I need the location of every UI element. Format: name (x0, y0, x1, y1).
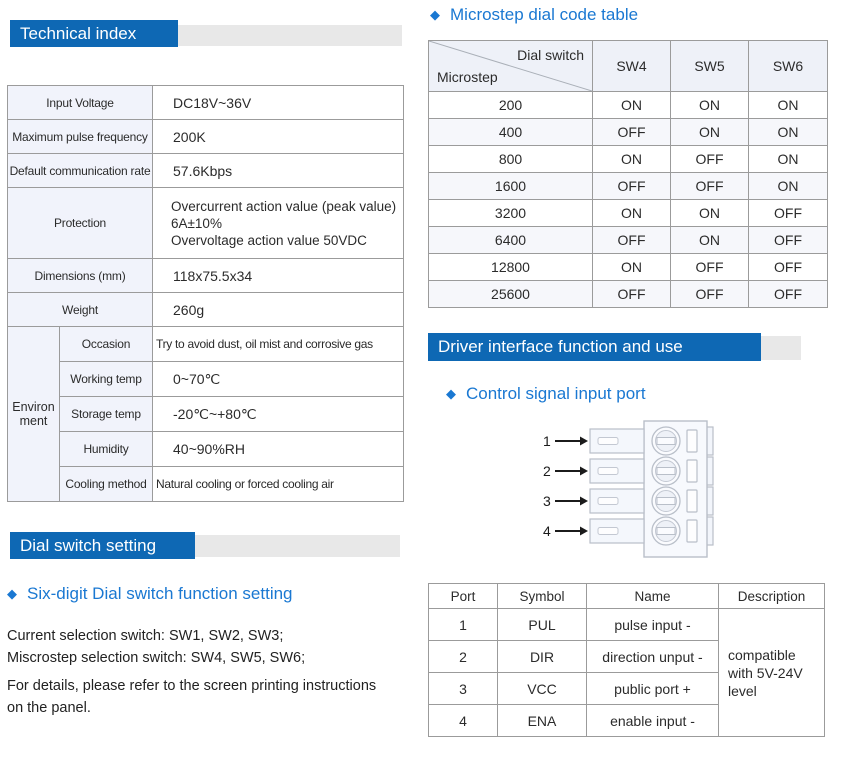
column-header: SW6 (749, 41, 828, 92)
microstep-value: 1600 (429, 173, 593, 200)
table-row (8, 259, 404, 293)
table-row (429, 227, 828, 254)
table-row (8, 432, 404, 467)
column-header: Port (429, 584, 498, 609)
subsection-title-text: Microstep dial code table (450, 5, 639, 24)
spec-label: Dimensions (mm) (8, 259, 153, 293)
microstep-value: 25600 (429, 281, 593, 308)
protection-line: 6A±10% (171, 215, 222, 231)
table-row (8, 362, 404, 397)
table-row (8, 188, 404, 259)
details-note-paragraph (7, 675, 376, 719)
table-row (429, 173, 828, 200)
header-blue-box (10, 532, 195, 559)
column-header: Symbol (498, 584, 587, 609)
table-row (8, 120, 404, 154)
spec-value: -20℃~+80℃ (153, 397, 404, 432)
pin-number: 3 (543, 493, 551, 509)
spec-sublabel: Cooling method (60, 467, 153, 502)
sw6-state: ON (749, 119, 828, 146)
table-row (8, 293, 404, 327)
section-header-driver-interface (428, 333, 801, 361)
spec-value: 40~90%RH (153, 432, 404, 467)
sw4-state: OFF (593, 119, 671, 146)
spec-sublabel: Working temp (60, 362, 153, 397)
spec-value: Try to avoid dust, oil mist and corrosive gas (153, 327, 404, 362)
corner-label-dial-switch: Dial switch (517, 47, 584, 63)
table-row (429, 200, 828, 227)
pin-number: 2 (543, 463, 551, 479)
table-row (8, 86, 404, 120)
sw6-state: ON (749, 173, 828, 200)
table-row (429, 119, 828, 146)
port-number: 1 (429, 609, 498, 641)
sw5-state: OFF (671, 254, 749, 281)
paragraph-line: For details, please refer to the screen printing instructions (7, 678, 377, 694)
diamond-bullet-icon: ◆ (7, 586, 17, 601)
header-blue-box (428, 333, 761, 361)
subsection-title-six-digit (7, 584, 293, 604)
sw4-state: OFF (593, 227, 671, 254)
sw5-state: ON (671, 200, 749, 227)
subsection-title-control-signal (446, 384, 646, 404)
table-row (429, 609, 825, 641)
column-header: Description (719, 584, 825, 609)
sw6-state: ON (749, 146, 828, 173)
port-number: 3 (429, 673, 498, 705)
paragraph-line: Miscrostep selection switch: SW4, SW5, SW6; (7, 650, 306, 666)
spec-label: Weight (8, 293, 153, 327)
microstep-value: 3200 (429, 200, 593, 227)
microstep-dial-code-table (428, 40, 828, 308)
port-number: 4 (429, 705, 498, 737)
switch-selection-paragraph (7, 625, 305, 669)
spec-value: 200K (153, 120, 404, 154)
port-symbol: DIR (498, 641, 587, 673)
column-header: Name (587, 584, 719, 609)
paragraph-line: on the panel. (7, 700, 91, 716)
table-header-row (429, 584, 825, 609)
port-name: pulse input - (587, 609, 719, 641)
spec-value: 118x75.5x34 (153, 259, 404, 293)
table-row (429, 146, 828, 173)
spec-value: 57.6Kbps (153, 154, 404, 188)
diamond-bullet-icon: ◆ (446, 386, 456, 401)
spec-sublabel: Humidity (60, 432, 153, 467)
spec-value: DC18V~36V (153, 86, 404, 120)
column-header: SW4 (593, 41, 671, 92)
spec-value: 260g (153, 293, 404, 327)
protection-line: Overcurrent action value (peak value) (171, 198, 397, 214)
section-title: Driver interface function and use (438, 337, 683, 356)
port-description-table (428, 583, 825, 737)
port-number: 2 (429, 641, 498, 673)
environment-label: Environment (8, 327, 60, 502)
port-description: compatible with 5V-24V level (719, 609, 825, 737)
sw6-state: OFF (749, 227, 828, 254)
diagonal-header-cell (429, 41, 593, 92)
sw6-state: OFF (749, 281, 828, 308)
sw5-state: ON (671, 119, 749, 146)
subsection-title-microstep (430, 5, 638, 25)
protection-line: Overvoltage action value 50VDC (171, 232, 367, 248)
sw5-state: OFF (671, 281, 749, 308)
microstep-value: 200 (429, 92, 593, 119)
table-header-row (429, 41, 828, 92)
table-row (8, 467, 404, 502)
port-symbol: ENA (498, 705, 587, 737)
port-name: direction unput - (587, 641, 719, 673)
table-row (429, 92, 828, 119)
sw6-state: OFF (749, 200, 828, 227)
diamond-bullet-icon: ◆ (430, 7, 440, 22)
port-name: public port + (587, 673, 719, 705)
port-symbol: VCC (498, 673, 587, 705)
spec-value: Natural cooling or forced cooling air (153, 467, 404, 502)
subsection-title-text: Control signal input port (466, 384, 646, 403)
sw4-state: OFF (593, 281, 671, 308)
sw5-state: ON (671, 92, 749, 119)
spec-value: 0~70℃ (153, 362, 404, 397)
table-row (8, 154, 404, 188)
technical-index-table (7, 85, 404, 502)
sw4-state: ON (593, 200, 671, 227)
column-header: SW5 (671, 41, 749, 92)
sw4-state: ON (593, 146, 671, 173)
spec-sublabel: Storage temp (60, 397, 153, 432)
spec-label: Maximum pulse frequency (8, 120, 153, 154)
pin-row-2 (543, 457, 697, 485)
sw4-state: ON (593, 92, 671, 119)
section-header-technical-index (10, 20, 402, 47)
section-header-dial-switch-setting (10, 532, 400, 559)
spec-value (153, 188, 404, 259)
section-title: Dial switch setting (20, 535, 157, 555)
port-symbol: PUL (498, 609, 587, 641)
pin-row-3 (543, 487, 697, 515)
pin-number: 4 (543, 523, 551, 539)
sw4-state: ON (593, 254, 671, 281)
pin-row-4 (543, 517, 697, 545)
table-row (429, 281, 828, 308)
paragraph-line: Current selection switch: SW1, SW2, SW3; (7, 628, 284, 644)
subsection-title-text: Six-digit Dial switch function setting (27, 584, 293, 603)
pin-row-1 (543, 427, 697, 455)
sw5-state: OFF (671, 173, 749, 200)
table-row (429, 254, 828, 281)
sw6-state: OFF (749, 254, 828, 281)
sw6-state: ON (749, 92, 828, 119)
spec-label: Default communication rate (8, 154, 153, 188)
corner-label-microstep: Microstep (437, 69, 498, 85)
table-row (8, 397, 404, 432)
table-row (8, 327, 404, 362)
sw5-state: OFF (671, 146, 749, 173)
sw4-state: OFF (593, 173, 671, 200)
microstep-value: 800 (429, 146, 593, 173)
sw5-state: ON (671, 227, 749, 254)
spec-label: Protection (8, 188, 153, 259)
microstep-value: 400 (429, 119, 593, 146)
port-name: enable input - (587, 705, 719, 737)
spec-sublabel: Occasion (60, 327, 153, 362)
header-blue-box (10, 20, 178, 47)
pin-number: 1 (543, 433, 551, 449)
spec-label: Input Voltage (8, 86, 153, 120)
microstep-value: 12800 (429, 254, 593, 281)
connector-terminal-diagram (535, 413, 720, 568)
section-title: Technical index (20, 23, 137, 43)
microstep-value: 6400 (429, 227, 593, 254)
